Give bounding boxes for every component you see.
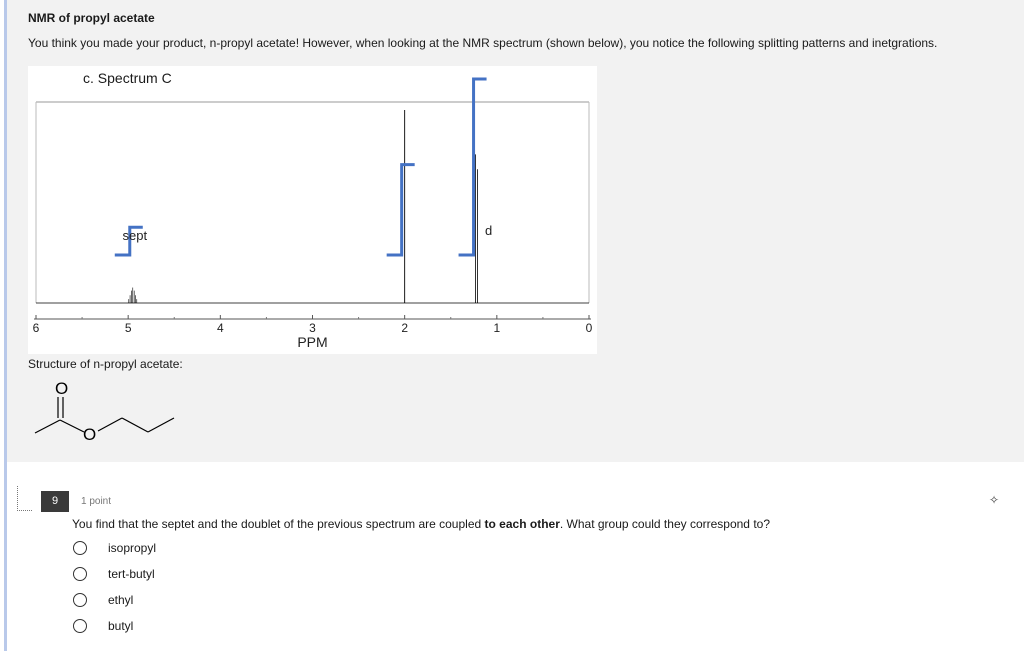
- x-tick-label: 5: [124, 321, 132, 335]
- pin-icon[interactable]: ✧: [989, 493, 1000, 507]
- ester-oxygen-label: O: [83, 425, 97, 444]
- question-prompt: [72, 517, 770, 531]
- structure-label: Structure of n-propyl acetate:: [28, 357, 183, 371]
- radio-button[interactable]: [73, 593, 87, 607]
- integration-curve: [459, 79, 487, 255]
- question-number-badge: 9: [41, 491, 69, 512]
- x-tick-label: 4: [216, 321, 224, 335]
- x-tick-label: 1: [493, 321, 501, 335]
- n-propyl-acetate-structure: [28, 374, 188, 450]
- radio-button[interactable]: [73, 567, 87, 581]
- nmr-spectrum-chart: [28, 66, 597, 354]
- option-isopropyl[interactable]: [73, 539, 156, 557]
- peak-annotation-sept: sept: [122, 228, 148, 243]
- context-intro-text: You think you made your product, n-propyl acetate! However, when looking at the NMR spectrum (shown below), you notice the following splitting patterns and inetgrations.: [28, 36, 938, 50]
- option-butyl[interactable]: [73, 617, 133, 635]
- radio-button[interactable]: [73, 619, 87, 633]
- option-ethyl[interactable]: [73, 591, 133, 609]
- question-marker: [17, 486, 32, 511]
- carbonyl-oxygen-label: O: [55, 379, 69, 398]
- context-title: NMR of propyl acetate: [28, 11, 155, 25]
- x-axis-label: PPM: [297, 334, 328, 350]
- x-tick-label: 2: [401, 321, 409, 335]
- x-tick-label: 3: [309, 321, 316, 335]
- radio-button[interactable]: [73, 541, 87, 555]
- x-tick-label: 0: [585, 321, 593, 335]
- question-points: 1 point: [81, 496, 112, 507]
- prompt-text-end: . What group could they correspond to?: [559, 517, 770, 531]
- prompt-text-bold: to each other: [484, 517, 560, 531]
- spectrum-caption: c. Spectrum C: [83, 70, 172, 86]
- option-label: butyl: [108, 619, 134, 633]
- option-label: isopropyl: [108, 541, 157, 555]
- option-tert-butyl[interactable]: [73, 565, 155, 583]
- integration-curve: [387, 165, 415, 255]
- option-label: tert-butyl: [108, 567, 155, 581]
- prompt-text-start: You find that the septet and the doublet of the previous spectrum are coupled: [72, 517, 485, 531]
- option-label: ethyl: [108, 593, 134, 607]
- x-tick-label: 6: [32, 321, 40, 335]
- peak-annotation-d: d: [484, 223, 493, 238]
